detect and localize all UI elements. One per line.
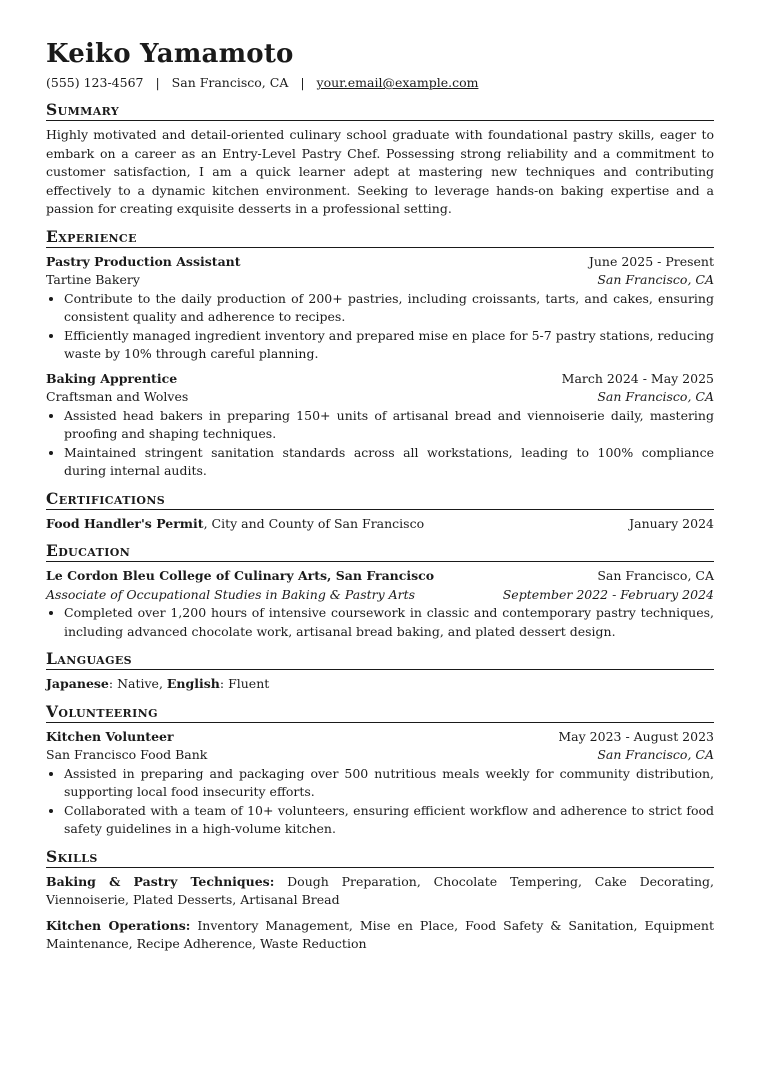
section-title: Languages: [46, 649, 714, 670]
entry-header: [46, 567, 714, 586]
degree: Associate of Occupational Studies in Baking & Pastry Arts: [46, 586, 416, 602]
bullet-item: • Completed over 1,200 hours of intensive coursework in classic and contemporary pastry techniques, including advanced chocolate work, artisanal bread baking, and plated dessert design.: [64, 604, 714, 641]
entry-header: [46, 370, 714, 389]
section-title: Summary: [46, 100, 714, 121]
entry-subheader: [46, 388, 714, 407]
location: San Francisco, CA: [171, 75, 289, 90]
job-dates: March 2024 - May 2025: [561, 370, 714, 386]
language-level: : Native,: [108, 676, 167, 691]
entry-subheader: [46, 271, 714, 290]
education-dates: September 2022 - February 2024: [502, 586, 714, 602]
skill-label: Kitchen Operations:: [46, 917, 191, 933]
bullet-item: • Maintained stringent sanitation standards across all workstations, leading to 100% compliance during internal audits.: [64, 444, 714, 481]
skill-group: [46, 873, 714, 910]
certification-name: Food Handler's Permit: [46, 515, 204, 531]
school-name: Le Cordon Bleu College of Culinary Arts, San Francisco: [46, 568, 435, 583]
bullet-list: [46, 290, 714, 364]
job-role: Baking Apprentice: [46, 370, 178, 386]
education-section: [46, 541, 714, 641]
school-location: San Francisco, CA: [597, 568, 714, 583]
certification-row: [46, 515, 714, 534]
volunteer-role: Kitchen Volunteer: [46, 728, 174, 744]
language-name: English: [166, 676, 220, 691]
volunteer-location: San Francisco, CA: [597, 747, 714, 762]
bullet-item: • Assisted head bakers in preparing 150+ units of artisanal bread and viennoiserie daily, mastering proofing and shaping techniques.: [64, 407, 714, 444]
separator: |: [155, 75, 160, 90]
company: Craftsman and Wolves: [46, 389, 189, 404]
job-location: San Francisco, CA: [597, 389, 714, 404]
language-name: Japanese: [46, 676, 109, 691]
bullet-item: • Assisted in preparing and packaging over 500 nutritious meals weekly for community distribution, supporting local food insecurity efforts.: [64, 765, 714, 802]
job-dates: June 2025 - Present: [588, 253, 714, 269]
experience-section: [46, 227, 714, 481]
skill-label: Baking & Pastry Techniques:: [46, 873, 275, 889]
contact-line: [46, 74, 714, 92]
skill-group: [46, 917, 714, 954]
section-title: Certifications: [46, 489, 714, 510]
section-title: Experience: [46, 227, 714, 248]
company: Tartine Bakery: [46, 272, 140, 287]
entry-header: [46, 728, 714, 747]
skills-section: [46, 847, 714, 954]
section-title: Volunteering: [46, 702, 714, 723]
bullet-item: • Contribute to the daily production of 200+ pastries, including croissants, tarts, and cakes, ensuring consistent quality and adherence to recipes.: [64, 290, 714, 327]
volunteering-section: [46, 702, 714, 839]
phone: (555) 123-4567: [46, 75, 144, 90]
bullet-list: [46, 765, 714, 839]
bullet-item: • Collaborated with a team of 10+ volunteers, ensuring efficient workflow and adherence to strict food safety guidelines in a high-volume kitchen.: [64, 802, 714, 839]
section-title: Skills: [46, 847, 714, 868]
entry-subheader: [46, 746, 714, 765]
summary-text: Highly motivated and detail-oriented culinary school graduate with foundational pastry skills, eager to embark on a career as an Entry-Level Pastry Chef. Possessing strong reliability and a commitment to customer satisfaction, I am a quick learner adept at mastering new techniques and contributing effectively to a dynamic kitchen environment. Seeking to leverage hands-on baking expertise and a passion for creating exquisite desserts in a professional setting.: [46, 127, 714, 216]
language-level: : Fluent: [219, 676, 270, 691]
languages-section: [46, 649, 714, 694]
entry-header: [46, 253, 714, 272]
languages-line: [46, 675, 714, 694]
experience-entry: [46, 253, 714, 364]
skill-items: Inventory Management, Mise en Place, Food Safety & Sanitation, Equipment Maintenance, Recipe Adherence, Waste Reduction: [46, 917, 714, 951]
candidate-name: Keiko Yamamoto: [46, 39, 294, 69]
bullet-list: [46, 604, 714, 641]
job-location: San Francisco, CA: [597, 272, 714, 287]
separator: |: [300, 75, 305, 90]
email-link[interactable]: your.email@example.com: [316, 75, 479, 90]
volunteer-org: San Francisco Food Bank: [46, 747, 208, 762]
certifications-section: [46, 489, 714, 534]
skill-items: Dough Preparation, Chocolate Tempering, Cake Decorating, Viennoiserie, Plated Desserts, Artisanal Bread: [46, 873, 714, 907]
volunteer-dates: May 2023 - August 2023: [558, 728, 714, 744]
job-role: Pastry Production Assistant: [46, 253, 241, 269]
languages-list: [46, 675, 269, 694]
section-title: Education: [46, 541, 714, 562]
bullet-list: [46, 407, 714, 481]
entry-subheader: [46, 586, 714, 605]
experience-entry: [46, 370, 714, 481]
certification-date: January 2024: [629, 515, 714, 531]
certification: [46, 515, 424, 534]
certification-issuer: , City and County of San Francisco: [203, 515, 425, 531]
resume-page: [46, 0, 714, 954]
bullet-item: • Efficiently managed ingredient inventory and prepared mise en place for 5-7 pastry stations, reducing waste by 10% through careful planning.: [64, 327, 714, 364]
summary-section: [46, 100, 714, 219]
